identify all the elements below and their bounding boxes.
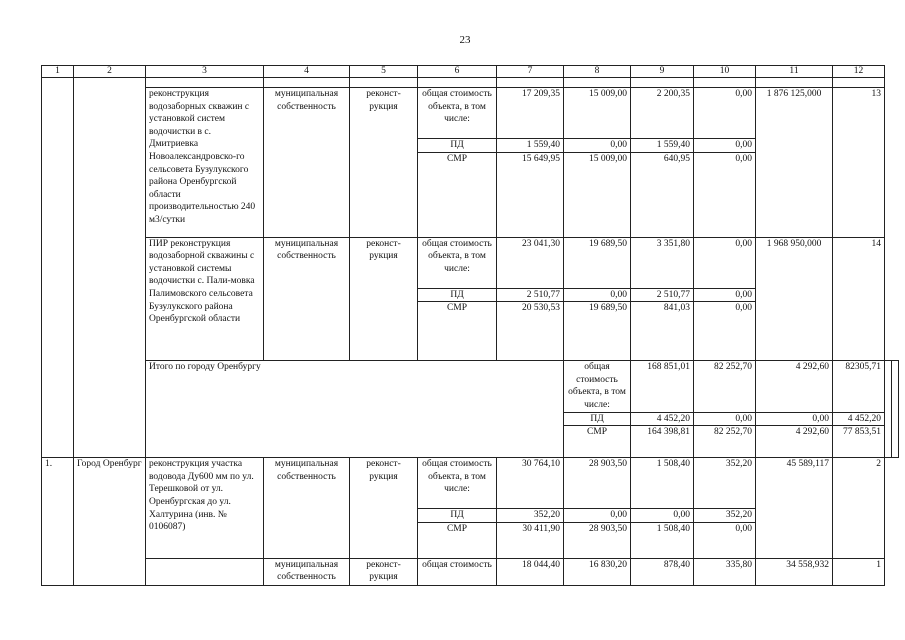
row-number: 1. [42, 458, 74, 586]
col-num-11: 11 [756, 66, 833, 78]
col-num-2: 2 [74, 66, 146, 78]
value-cell: 23 041,30 [497, 237, 564, 288]
pd-label: ПД [418, 288, 497, 302]
value-cell: 14 [833, 237, 885, 361]
cost-label: общая стоимость объекта, в том числе: [418, 458, 497, 509]
value-cell: 0,00 [564, 139, 631, 153]
value-cell: 0,00 [694, 522, 756, 558]
cost-label: общая стоимость [418, 558, 497, 585]
column-number-row [42, 66, 899, 78]
total-label: Итого по городу Оренбургу [146, 361, 564, 458]
value-cell: 878,40 [631, 558, 694, 585]
col-num-7: 7 [497, 66, 564, 78]
value-cell: 0,00 [694, 139, 756, 153]
value-cell: 82 252,70 [694, 361, 756, 412]
value-cell: 0,00 [694, 152, 756, 237]
ownership: муниципальная собственность [264, 237, 350, 361]
total-row [42, 361, 899, 412]
empty-cell [74, 88, 146, 458]
value-cell: 335,80 [694, 558, 756, 585]
smr-label: СМР [418, 302, 497, 361]
value-cell: 28 903,50 [564, 458, 631, 509]
value-cell: 30 411,90 [497, 522, 564, 558]
value-cell: 16 830,20 [564, 558, 631, 585]
col-num-3: 3 [146, 66, 264, 78]
value-cell: 0,00 [694, 412, 756, 426]
pd-label: ПД [418, 509, 497, 523]
value-cell: 45 589,117 [756, 458, 833, 559]
work-type: реконст-рукция [350, 458, 418, 559]
value-cell: 1 876 125,000 [756, 88, 833, 238]
value-cell: 0,00 [694, 237, 756, 288]
value-cell: 4 292,60 [756, 361, 833, 412]
city-name: Город Оренбург [74, 458, 146, 586]
value-cell: 82305,71 [833, 361, 885, 412]
cost-label: общая стоимость объекта, в том числе: [564, 361, 631, 412]
value-cell: 34 558,932 [756, 558, 833, 585]
project-name: реконструкция участка водовода Ду600 мм по ул. Терешковой от ул. Оренбургская до ул. Халтурина (инв. № 0106087) [146, 458, 264, 559]
ownership: муниципальная собственность [264, 458, 350, 559]
empty-cell [42, 88, 74, 458]
table-row [42, 237, 899, 288]
value-cell: 164 398,81 [631, 426, 694, 458]
value-cell: 3 351,80 [631, 237, 694, 288]
project-name: реконструкция водозаборных скважин с установкой систем водочистки в с. Дмитриевка Новоалександровско-го сельсовета Бузулукского района Оренбургской области производительностью 240 м3/сутки [146, 88, 264, 238]
value-cell: 28 903,50 [564, 522, 631, 558]
pd-label: ПД [418, 139, 497, 153]
value-cell: 0,00 [564, 288, 631, 302]
table-row [42, 88, 899, 139]
value-cell: 1 559,40 [497, 139, 564, 153]
value-cell: 82 252,70 [694, 426, 756, 458]
value-cell: 0,00 [694, 88, 756, 139]
value-cell: 352,20 [694, 509, 756, 523]
work-type: реконст-рукция [350, 237, 418, 361]
col-num-8: 8 [564, 66, 631, 78]
work-type: реконст-рукция [350, 88, 418, 238]
value-cell: 77 853,51 [833, 426, 885, 458]
col-num-9: 9 [631, 66, 694, 78]
value-cell: 1 508,40 [631, 458, 694, 509]
value-cell: 1 [833, 558, 885, 585]
value-cell: 352,20 [497, 509, 564, 523]
value-cell: 0,00 [694, 288, 756, 302]
value-cell: 1 508,40 [631, 522, 694, 558]
pd-label: ПД [564, 412, 631, 426]
value-cell: 15 009,00 [564, 88, 631, 139]
table-row [42, 558, 899, 585]
smr-label: СМР [564, 426, 631, 458]
col-num-1: 1 [42, 66, 74, 78]
value-cell: 17 209,35 [497, 88, 564, 139]
col-num-4: 4 [264, 66, 350, 78]
ownership: муниципальная собственность [264, 558, 350, 585]
page-number: 23 [459, 34, 471, 46]
cost-label: общая стоимость объекта, в том числе: [418, 237, 497, 288]
value-cell: 4 452,20 [631, 412, 694, 426]
col-num-12: 12 [833, 66, 885, 78]
empty-cell [892, 361, 899, 458]
value-cell: 2 200,35 [631, 88, 694, 139]
value-cell: 2 510,77 [497, 288, 564, 302]
project-name: ПИР реконструкция водозаборной скважины с установкой системы водочистки с. Пали-мовка Палимовского сельсовета Бузулукского района Оренбургской области [146, 237, 264, 361]
value-cell: 0,00 [694, 302, 756, 361]
table-row [42, 458, 899, 509]
value-cell: 841,03 [631, 302, 694, 361]
value-cell: 19 689,50 [564, 302, 631, 361]
value-cell: 168 851,01 [631, 361, 694, 412]
investment-table [41, 65, 899, 586]
value-cell: 4 452,20 [833, 412, 885, 426]
value-cell: 0,00 [756, 412, 833, 426]
smr-label: СМР [418, 522, 497, 558]
value-cell: 0,00 [564, 509, 631, 523]
value-cell: 19 689,50 [564, 237, 631, 288]
smr-label: СМР [418, 152, 497, 237]
value-cell: 4 292,60 [756, 426, 833, 458]
empty-cell [146, 558, 264, 585]
value-cell: 1 559,40 [631, 139, 694, 153]
value-cell: 20 530,53 [497, 302, 564, 361]
col-num-5: 5 [350, 66, 418, 78]
cost-label: общая стоимость объекта, в том числе: [418, 88, 497, 139]
empty-cell [885, 361, 892, 458]
work-type: реконст-рукция [350, 558, 418, 585]
value-cell: 18 044,40 [497, 558, 564, 585]
value-cell: 15 649,95 [497, 152, 564, 237]
ownership: муниципальная собственность [264, 88, 350, 238]
value-cell: 30 764,10 [497, 458, 564, 509]
value-cell: 1 968 950,000 [756, 237, 833, 361]
value-cell: 2 510,77 [631, 288, 694, 302]
spacer-row [42, 78, 899, 88]
value-cell: 13 [833, 88, 885, 238]
value-cell: 2 [833, 458, 885, 559]
value-cell: 15 009,00 [564, 152, 631, 237]
col-num-10: 10 [694, 66, 756, 78]
value-cell: 640,95 [631, 152, 694, 237]
col-num-6: 6 [418, 66, 497, 78]
value-cell: 352,20 [694, 458, 756, 509]
value-cell: 0,00 [631, 509, 694, 523]
